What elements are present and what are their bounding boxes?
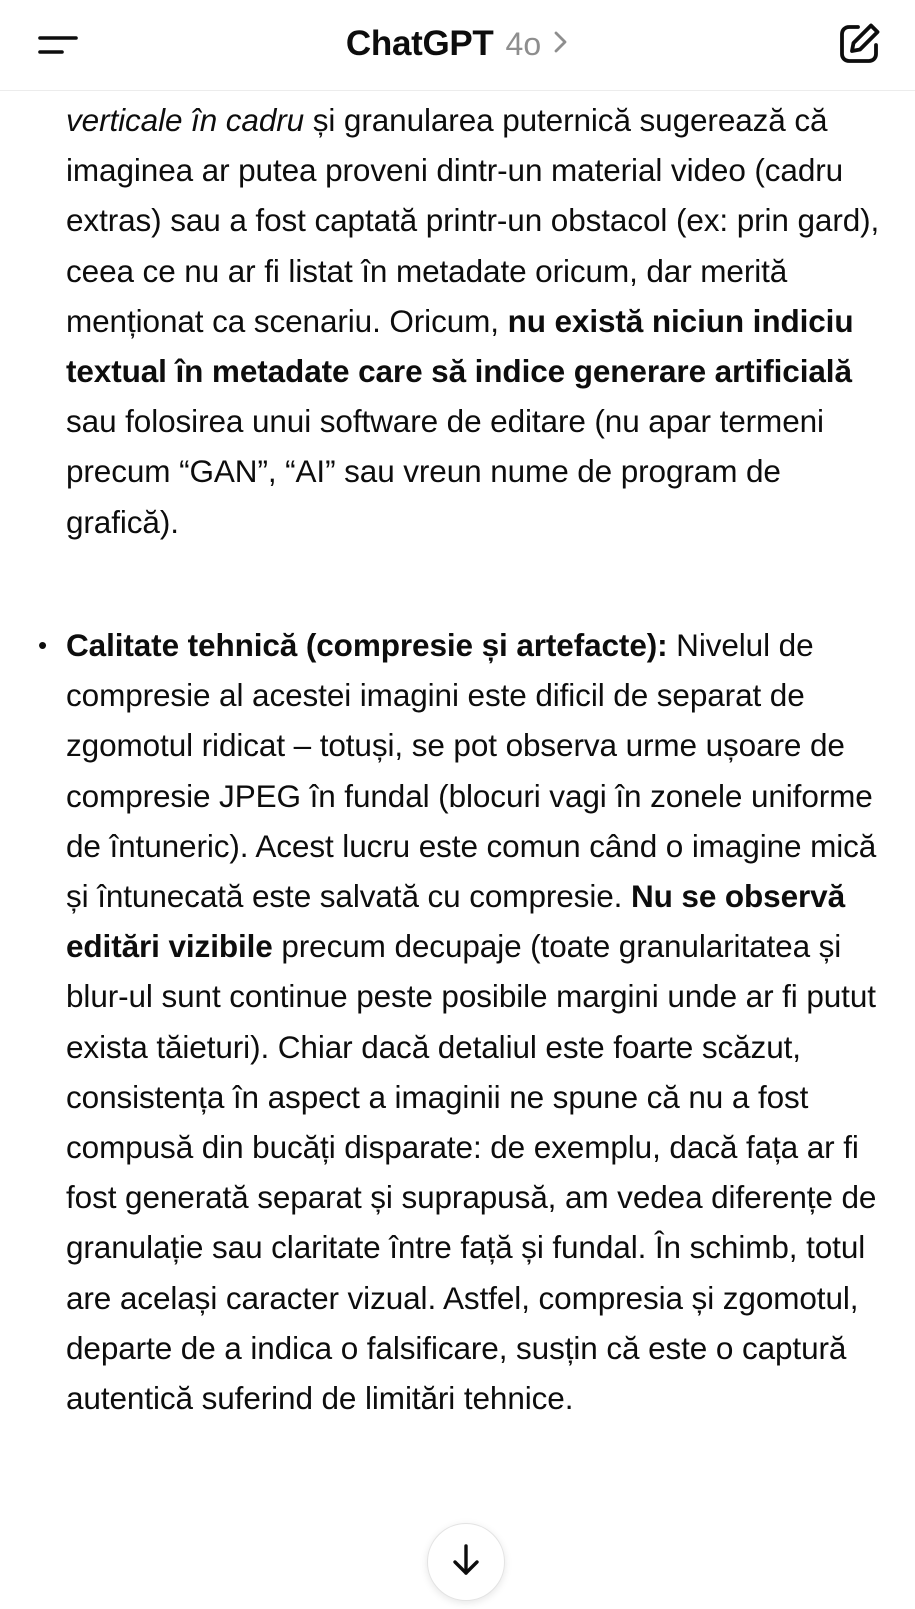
new-chat-edit-icon bbox=[836, 21, 882, 72]
paragraph-text: sau folosirea unui software de editare (nu apar termeni precum “GAN”, “AI” sau vreun nume de program de grafică). bbox=[66, 403, 824, 540]
assistant-paragraph bbox=[66, 95, 902, 547]
bullet-marker: • bbox=[38, 630, 48, 660]
bold-text: nu există niciun indiciu textual în metadate care să indice generare artificială bbox=[66, 302, 854, 390]
paragraph-text: Nivelul de compresie al acestei imagini este dificil de separat de zgomotul ridicat – totuși, se pot observa urme ușoare de compresie JPEG în fundal (blocuri vagi în zonele uniforme de întuneric). Acest lucru este comun când o imagine mică și întunecată este salvată cu compresie. bbox=[66, 627, 877, 915]
italic-text: verticale în cadru bbox=[66, 102, 305, 138]
bold-text: Nu se observă editări vizibile bbox=[66, 878, 846, 965]
paragraph-text: precum decupaje (toate granularitatea și blur-ul sunt continue peste posibile margini unde ar fi putut exista tăieturi). Chiar dacă detaliul este foarte scăzut, consistența în aspect a imaginii ne spune că nu a fost compusă din bucăți disparate: de exemplu, dacă fața ar fi fost generată separat și suprapusă, am vedea diferențe de granulație sau claritate între față și fundal. În schimb, totul are același caracter vizual. Astfel, compresia și zgomotul, departe de a indica o falsificare, susțin că este o captură autentică suferind de limitări tehnice. bbox=[66, 928, 877, 1417]
chevron-right-icon bbox=[553, 29, 569, 60]
app-title: ChatGPT bbox=[345, 24, 494, 63]
model-name: 4o bbox=[505, 25, 542, 62]
new-chat-button[interactable] bbox=[833, 20, 885, 72]
bullet-heading: Calitate tehnică (compresie și artefacte): bbox=[66, 627, 668, 663]
arrow-down-icon bbox=[449, 1541, 483, 1584]
conversation-content bbox=[0, 90, 915, 1609]
scroll-to-bottom-button[interactable] bbox=[427, 1523, 505, 1601]
model-selector[interactable] bbox=[0, 18, 915, 70]
bullet-item-technical-quality bbox=[66, 620, 902, 1423]
paragraph-text: și granularea puternică sugerează că imaginea ar putea proveni dintr-un material video (cadru extras) sau a fost captată printr-un obstacol (ex: prin gard), ceea ce nu ar fi listat în metadate oricum, dar merită menționat ca scenariu. Oricum, bbox=[66, 102, 880, 339]
top-bar bbox=[0, 0, 915, 91]
